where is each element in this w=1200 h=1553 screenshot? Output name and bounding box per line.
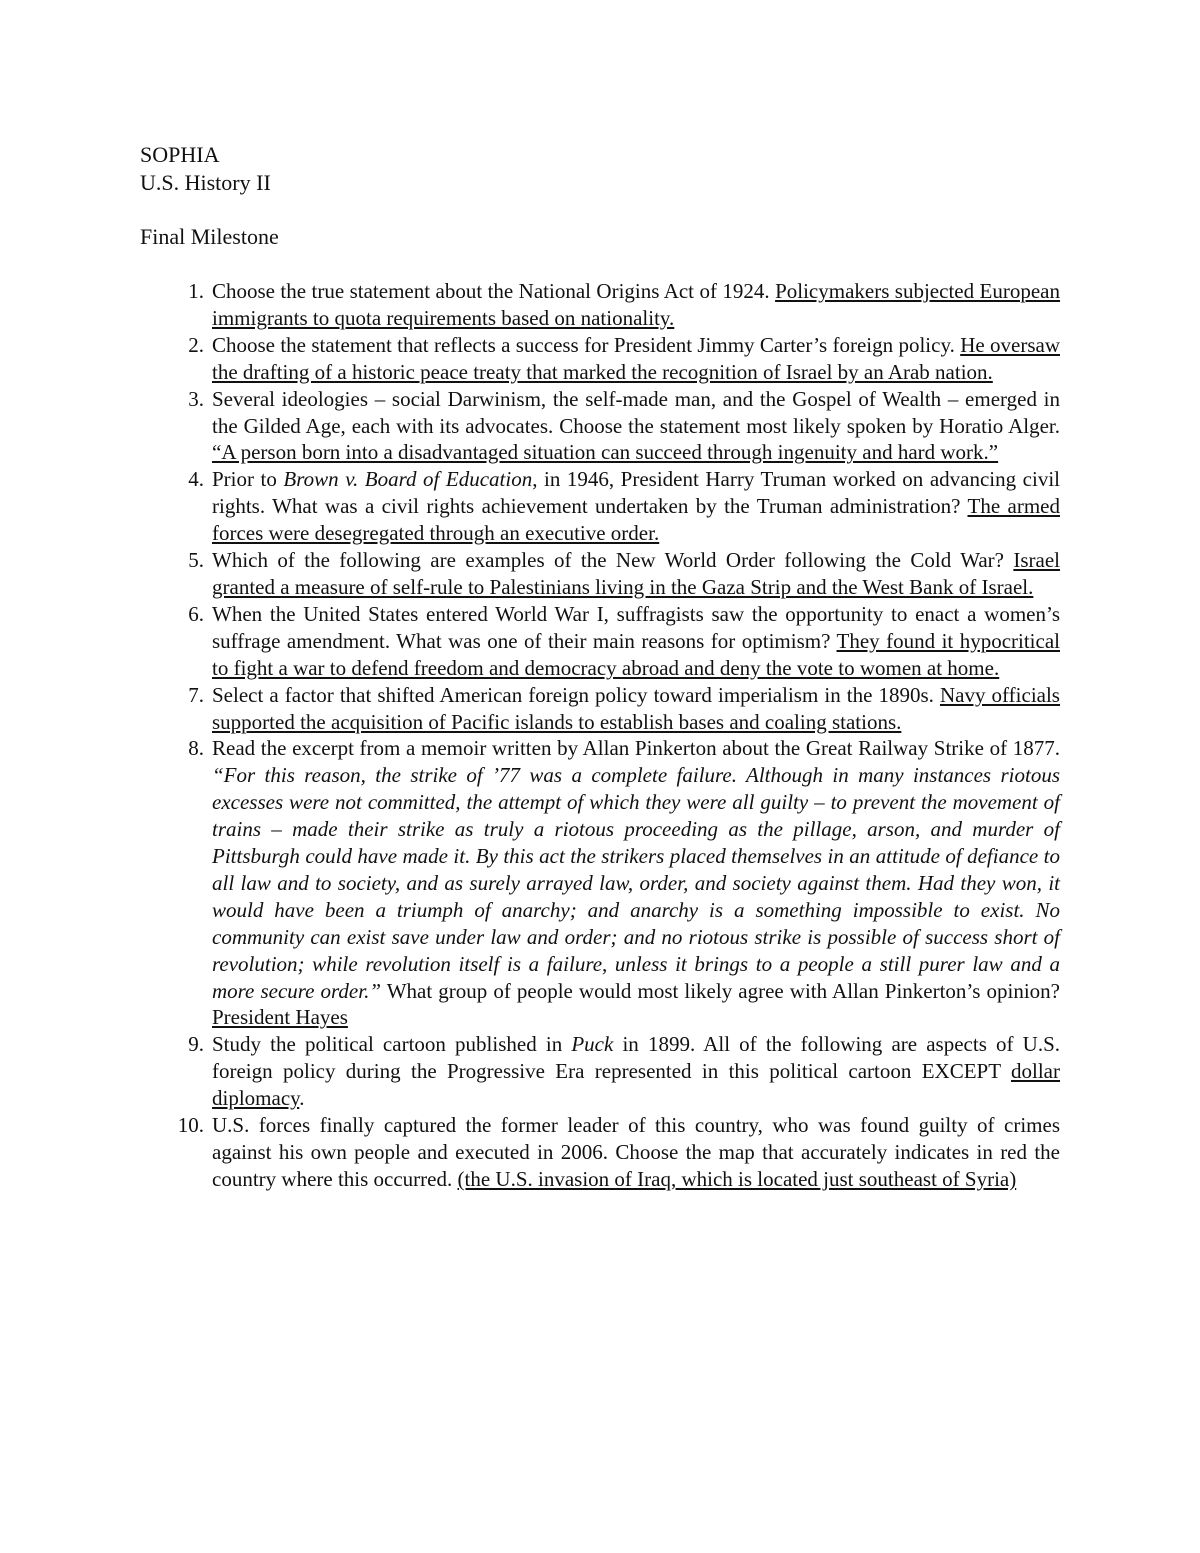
question-answer: “A person born into a disadvantaged situation can succeed through ingenuity and hard work.” bbox=[212, 440, 999, 465]
question-text: Which of the following are examples of the New World Order following the Cold War? bbox=[212, 548, 1014, 573]
question-answer: The armed forces were desegregated through an executive order. bbox=[212, 494, 1060, 546]
question-text-continued: , in 1946, President Harry Truman worked on advancing civil rights. What was a civil rights achievement undertaken by the Truman administration? bbox=[212, 467, 1060, 519]
question-text: Read the excerpt from a memoir written by Allan Pinkerton about the Great Railway Strike of 1877. bbox=[212, 736, 1060, 761]
memoir-excerpt: “For this reason, the strike of ’77 was a complete failure. Although in many instances riotous excesses were not committed, the attempt of which they were all guilty – to prevent the movement of trains – made their strike as truly a riotous proceeding as the pillage, arson, and murder of Pittsburgh could have made it. By this act the strikers placed themselves in an attitude of defiance to all law and to society, and as surely arrayed law, order, and society against them. Had they won, it would have been a triumph of anarchy; and anarchy is a something impossible to exist. No community can exist save under law and order; and no riotous strike is possible of success short of revolution; while revolution itself is a failure, unless it brings to a people a still purer law and a more secure order.” bbox=[212, 763, 1060, 1003]
question-text-continued: What group of people would most likely agree with Allan Pinkerton’s opinion? bbox=[381, 978, 1060, 1003]
question-answer: (the U.S. invasion of Iraq, which is located just southeast of Syria) bbox=[457, 1166, 1017, 1191]
question-number: 5. bbox=[188, 548, 204, 573]
document-header bbox=[140, 141, 271, 197]
question-list bbox=[177, 278, 1061, 1193]
question-number: 7. bbox=[188, 682, 204, 707]
question-text-continued: in 1899. All of the following are aspects of U.S. foreign policy during the Progressive Era represented in this political cartoon EXCEPT bbox=[212, 1032, 1060, 1084]
question-answer: dollar diplomacy bbox=[212, 1059, 1060, 1111]
question-number: 2. bbox=[188, 332, 204, 357]
question-number: 9. bbox=[188, 1032, 204, 1057]
question-text: When the United States entered World War I, suffragists saw the opportunity to enact a women’s suffrage amendment. What was one of their main reasons for optimism? bbox=[212, 601, 1060, 653]
question-answer: Navy officials supported the acquisition of Pacific islands to establish bases and coaling stations. bbox=[212, 682, 1060, 734]
question-item bbox=[188, 278, 1061, 332]
question-item bbox=[188, 1031, 1060, 1112]
publication-title: Puck bbox=[571, 1032, 614, 1057]
question-number: 4. bbox=[188, 467, 204, 492]
question-tail: . bbox=[299, 1086, 305, 1111]
question-answer: President Hayes bbox=[212, 1005, 348, 1030]
author-name: SOPHIA bbox=[140, 142, 220, 167]
question-item bbox=[177, 1112, 1060, 1193]
question-answer: They found it hypocritical to fight a war to defend freedom and democracy abroad and deny the vote to women at home. bbox=[212, 628, 1060, 680]
question-item bbox=[188, 601, 1060, 682]
question-answer: Israel granted a measure of self-rule to Palestinians living in the Gaza Strip and the West Bank of Israel. bbox=[212, 548, 1060, 599]
question-text: Study the political cartoon published in bbox=[212, 1032, 572, 1057]
question-number: 10. bbox=[177, 1113, 204, 1138]
question-text: Choose the statement that reflects a success for President Jimmy Carter’s foreign policy. bbox=[212, 332, 961, 357]
assignment-title: Final Milestone bbox=[140, 224, 279, 249]
question-item bbox=[188, 466, 1060, 547]
question-text: Several ideologies – social Darwinism, the self-made man, and the Gospel of Wealth – emerged in the Gilded Age, each with its advocates. Choose the statement most likely spoken by Horatio Alger. bbox=[212, 386, 1060, 438]
question-answer: Policymakers subjected European immigrants to quota requirements based on nationality. bbox=[212, 279, 1061, 330]
question-text: Prior to bbox=[212, 467, 284, 492]
question-item bbox=[188, 735, 1060, 1031]
question-text: U.S. forces finally captured the former leader of this country, who was found guilty of crimes against his own people and executed in 2006. Choose the map that accurately indicates in red the country where this occurred. bbox=[212, 1113, 1060, 1191]
question-answer: He oversaw the drafting of a historic peace treaty that marked the recognition of Israel by an Arab nation. bbox=[212, 332, 1060, 384]
question-number: 6. bbox=[188, 601, 204, 626]
case-title: Brown v. Board of Education bbox=[283, 467, 533, 492]
question-number: 1. bbox=[188, 279, 204, 303]
question-item bbox=[188, 386, 1060, 467]
question-number: 3. bbox=[188, 386, 204, 411]
course-title: U.S. History II bbox=[140, 170, 271, 195]
question-number: 8. bbox=[188, 736, 204, 761]
question-item bbox=[188, 682, 1060, 736]
question-text: Select a factor that shifted American foreign policy toward imperialism in the 1890s. bbox=[212, 682, 940, 707]
question-text: Choose the true statement about the National Origins Act of 1924. bbox=[212, 279, 776, 303]
question-item bbox=[188, 547, 1060, 601]
question-item bbox=[188, 332, 1060, 386]
